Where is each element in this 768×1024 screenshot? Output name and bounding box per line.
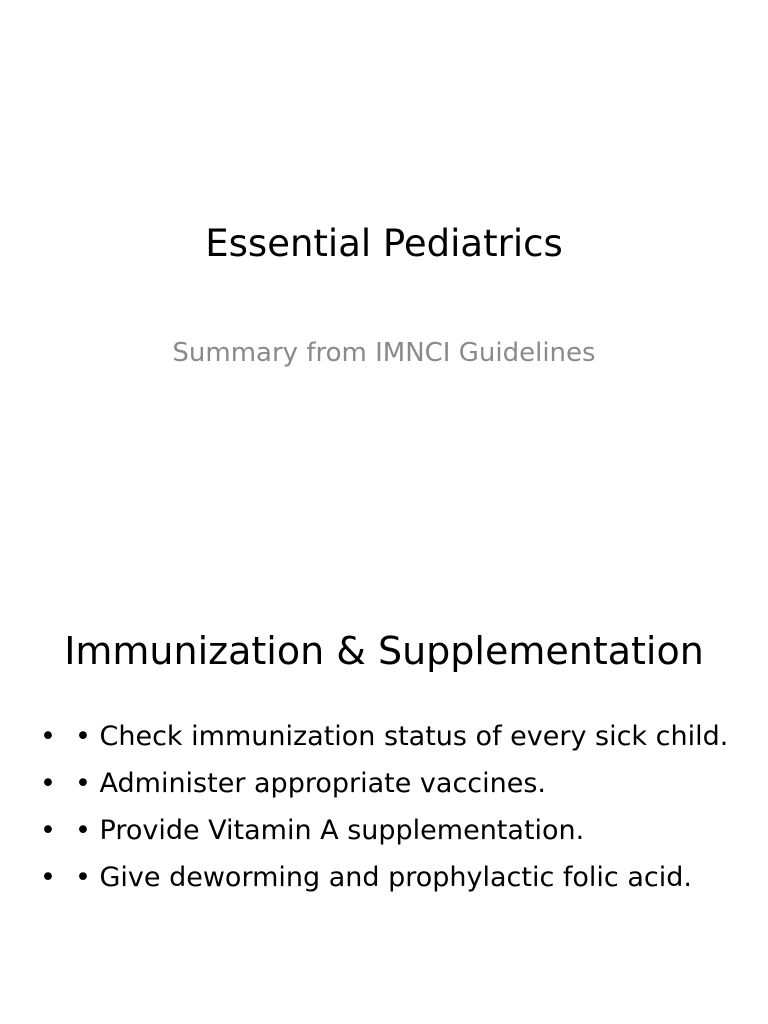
bullet-marker: • <box>40 768 56 799</box>
bullet-item <box>40 810 730 851</box>
bullet-item <box>40 716 730 757</box>
content-slide <box>0 512 768 1024</box>
bullet-marker: • <box>40 815 56 846</box>
bullet-list <box>40 716 730 904</box>
slide-title: Immunization & Supplementation <box>64 629 704 673</box>
presentation-title: Essential Pediatrics <box>205 222 563 265</box>
presentation-subtitle: Summary from IMNCI Guidelines <box>172 338 596 368</box>
bullet-text: • Give deworming and prophylactic folic acid. <box>75 862 692 893</box>
bullet-item <box>40 857 730 898</box>
bullet-marker: • <box>40 862 56 893</box>
bullet-text: • Provide Vitamin A supplementation. <box>75 815 585 846</box>
bullet-item <box>40 763 730 804</box>
bullet-marker: • <box>40 721 56 752</box>
bullet-text: • Administer appropriate vaccines. <box>75 768 547 799</box>
bullet-text: • Check immunization status of every sick child. <box>75 721 729 752</box>
